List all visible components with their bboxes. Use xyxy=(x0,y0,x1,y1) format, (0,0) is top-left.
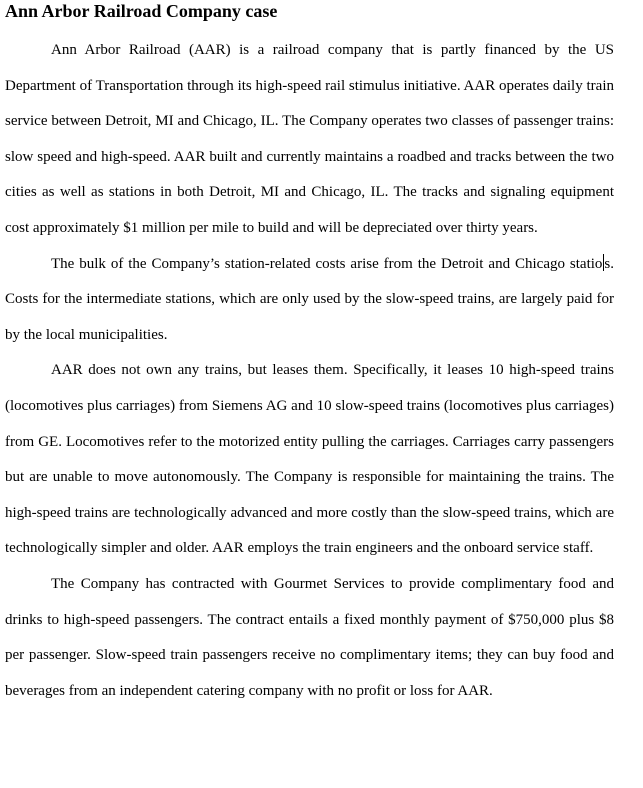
paragraph-2-text-after-cursor: s. Costs for the intermediate stations, which are only used by the slow-speed trains, are largely paid for by the local municipalities. xyxy=(5,255,614,343)
paragraph-3[interactable]: AAR does not own any trains, but leases them. Specifically, it leases 10 high-speed trains (locomotives plus carriages) from Siemens AG and 10 slow-speed trains (locomotives plus carriages) from GE. Locomotives refer to the motorized entity pulling the carriages. Carriages carry passengers but are unable to move autonomously. The Company is responsible for maintaining the trains. The high-speed trains are technologically advanced and more costly than the slow-speed trains, which are technologically simpler and older. AAR employs the train engineers and the onboard service staff. xyxy=(5,362,614,557)
document-title: Ann Arbor Railroad Company case xyxy=(5,1,278,21)
paragraph-1[interactable]: Ann Arbor Railroad (AAR) is a railroad company that is partly financed by the US Department of Transportation through its high-speed rail stimulus initiative. AAR operates daily train service between Detroit, MI and Chicago, IL. The Company operates two classes of passenger trains: slow speed and high-speed. AAR built and currently maintains a roadbed and tracks between the two cities as well as stations in both Detroit, MI and Chicago, IL. The tracks and signaling equipment cost approximately $1 million per mile to build and will be depreciated over thirty years. xyxy=(5,42,614,236)
paragraph-2-text-before-cursor: The bulk of the Company’s station-related costs arise from the Detroit and Chicago statio xyxy=(51,255,603,272)
paragraph-4[interactable]: The Company has contracted with Gourmet Services to provide complimentary food and drinks to high-speed passengers. The contract entails a fixed monthly payment of $750,000 plus $8 per passenger. Slow-speed train passengers receive no complimentary items; they can buy food and beverages from an independent catering company with no profit or loss for AAR. xyxy=(5,575,614,699)
document-page[interactable] xyxy=(5,0,614,709)
paragraph-2[interactable] xyxy=(5,247,614,354)
